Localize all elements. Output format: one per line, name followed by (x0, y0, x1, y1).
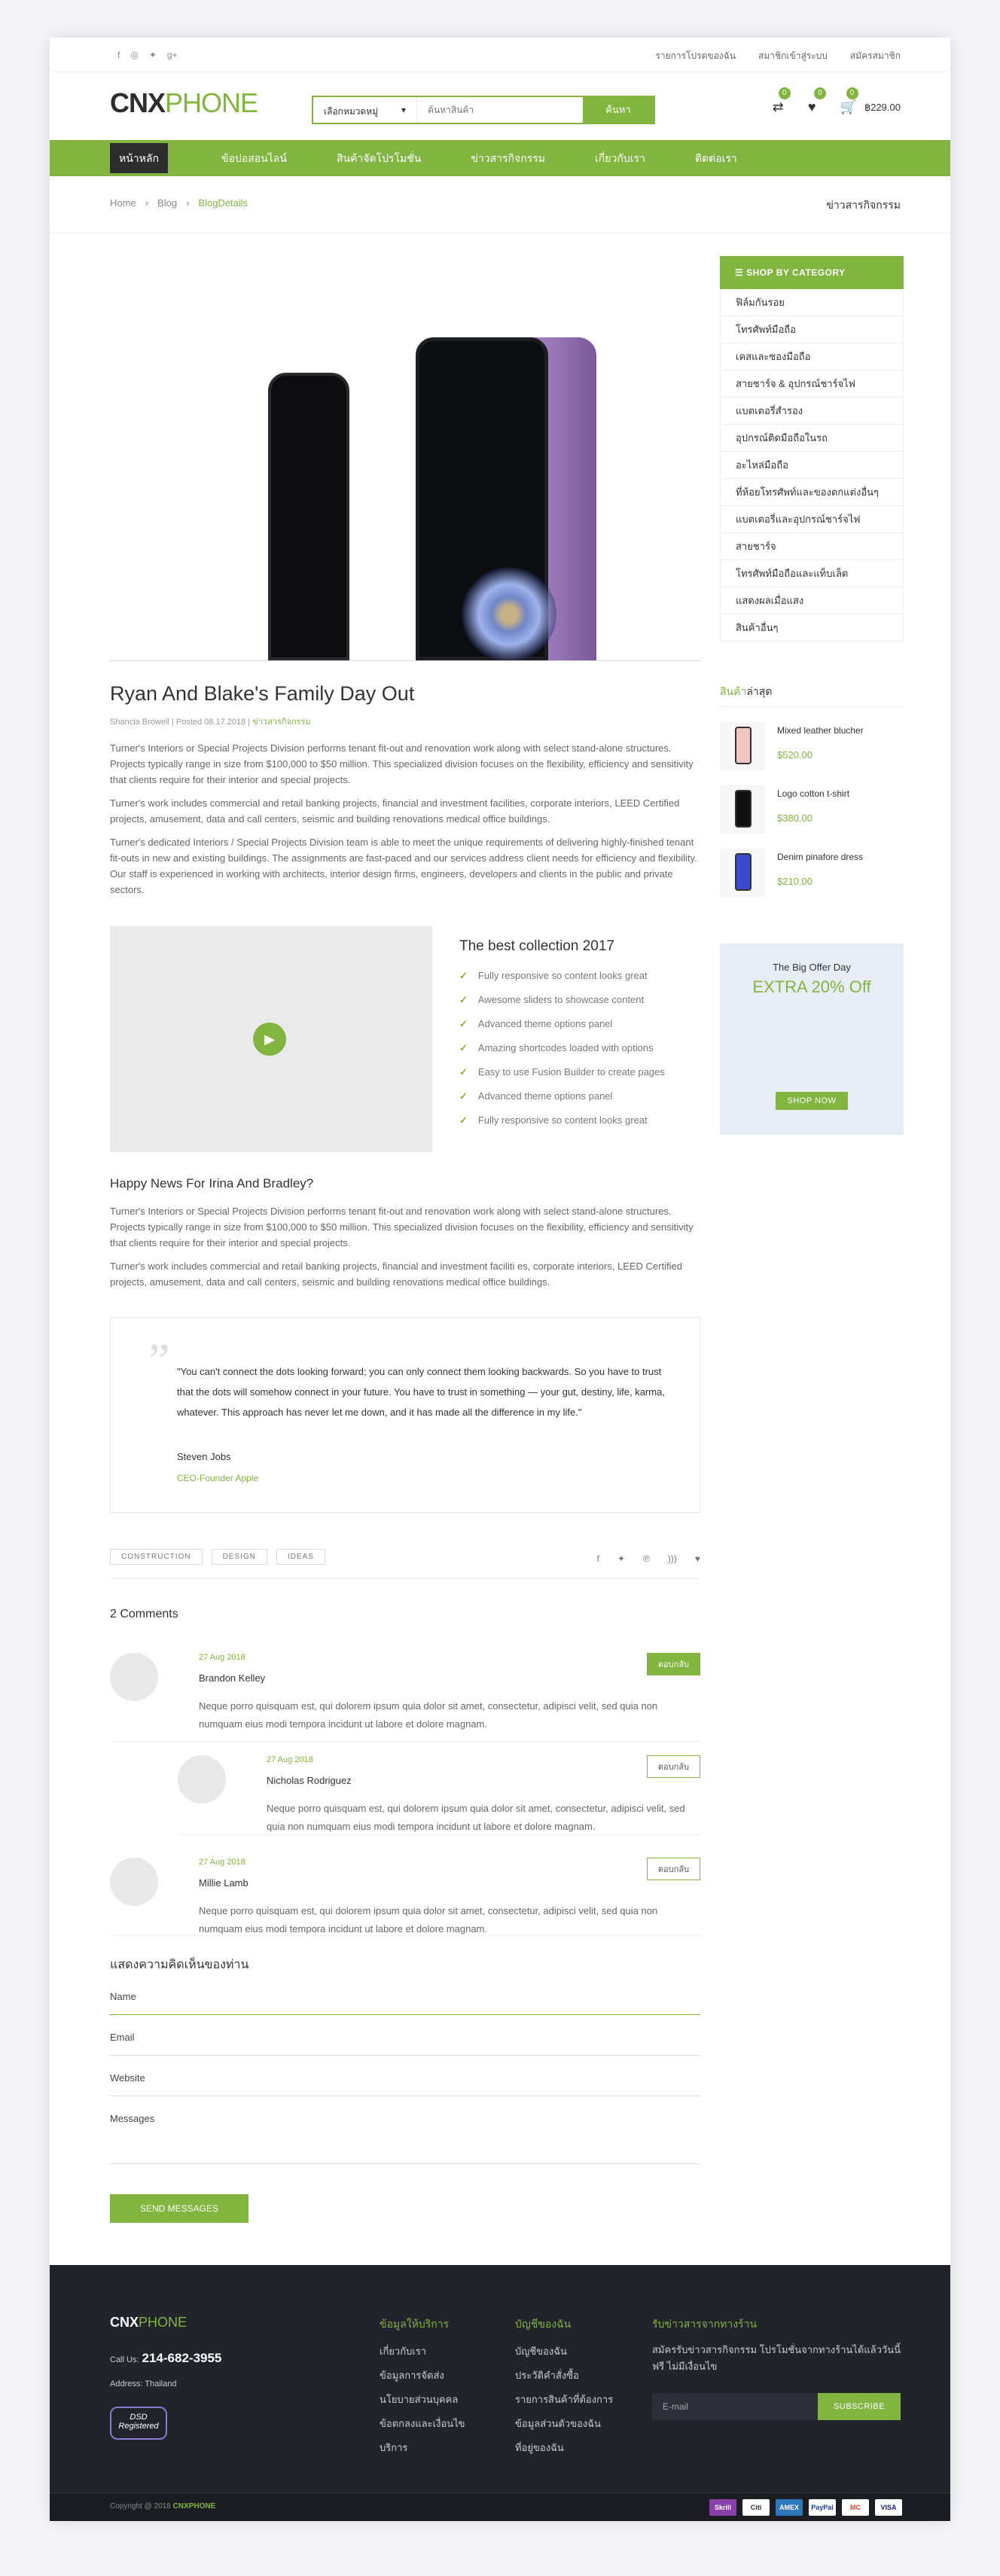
category-heading (720, 256, 904, 289)
product-name: Mixed leather blucher (777, 725, 864, 736)
post-paragraph: Turner's work includes commercial and retail banking projects, financial and investment facilities, corporate interiors, LEED Certified projects, amusement, data and call centers, seismic and building renovations medical office buildings. (110, 797, 680, 825)
feature-item (459, 1114, 665, 1126)
product-image (720, 849, 765, 897)
subscribe-button[interactable]: SUBSCRIBE (818, 2393, 901, 2420)
header-icons (772, 89, 901, 115)
category-item[interactable]: ฟิล์มกันรอย (720, 289, 904, 316)
nav-contact[interactable]: ติดต่อเรา (694, 152, 737, 164)
post-meta: Shancia Browell | Posted 08.17.2018 | ข่าวสารกิจกรรม (110, 718, 311, 727)
check-icon: ✓ (459, 1090, 468, 1102)
footer-logo[interactable] (110, 2315, 187, 2331)
twitter-icon[interactable]: ✦ (617, 1553, 626, 1564)
reply-button[interactable]: ตอบกลับ (647, 1653, 700, 1675)
post-hero-image (110, 285, 700, 661)
check-icon: ✓ (459, 1042, 468, 1053)
footer-link[interactable]: ข้อมูลการจัดส่ง (380, 2370, 444, 2381)
feature-text: Amazing shortcodes loaded with options (477, 1042, 654, 1053)
cart-icon: 🛒 (840, 99, 857, 114)
tag[interactable]: IDEAS (276, 1549, 325, 1565)
newsletter-text: สมัครรับข่าวสารกิจกรรม โปรโมชั่นจากทางร้านได้แล้ววันนี้ ฟรี ไม่มีเงื่อนไข (652, 2344, 901, 2372)
offer-banner (720, 944, 904, 1135)
feature-item (459, 1042, 665, 1054)
account-links (655, 49, 901, 63)
feature-text: Awesome sliders to showcase content (477, 994, 645, 1005)
offer-title: The Big Offer Day (773, 962, 851, 973)
cart-total[interactable]: ฿229.00 (864, 101, 901, 113)
tag[interactable]: DESIGN (212, 1549, 267, 1565)
newsletter (652, 2316, 901, 2420)
footer-link[interactable]: ที่อยู่ของฉัน (515, 2442, 564, 2453)
feature-text: Fully responsive so content looks great (477, 1114, 648, 1126)
call-label: Call Us: (110, 2355, 139, 2364)
nav-home[interactable]: หน้าหลัก (110, 143, 168, 173)
feature-section (110, 926, 700, 1152)
newsletter-form (652, 2393, 901, 2420)
amex-icon: AMEX (776, 2499, 803, 2516)
category-item[interactable]: โทรศัพท์มือถือและแท็บเล็ต (720, 560, 904, 587)
breadcrumb-separator-icon: › (186, 197, 190, 209)
product-name: Logo cotton t-shirt (777, 788, 850, 799)
avatar (178, 1755, 226, 1803)
tags-share-bar (110, 1549, 700, 1579)
heart-icon[interactable]: ♥ (694, 1553, 700, 1564)
skrill-icon: Skrill (709, 2499, 736, 2516)
post-author[interactable]: Shancia Browell (110, 718, 169, 727)
video-player[interactable] (110, 926, 432, 1152)
comment-author: Brandon Kelley (199, 1672, 266, 1684)
comment-date: 27 Aug 2018 (267, 1755, 313, 1764)
copyright (110, 2502, 215, 2510)
breadcrumb-current: BlogDetails (198, 197, 248, 209)
facebook-icon[interactable]: f (596, 1553, 599, 1564)
breadcrumb (110, 197, 248, 209)
quote-icon: ” (148, 1334, 170, 1387)
post-category[interactable]: ข่าวสารกิจกรรม (252, 718, 311, 727)
cart-button[interactable] (840, 89, 857, 115)
category-item[interactable]: เคสและซองมือถือ (720, 343, 904, 370)
breadcrumb-home[interactable]: Home (110, 197, 136, 209)
product-price: $210.00 (777, 876, 812, 887)
product-image (720, 785, 765, 834)
nav-about[interactable]: เกี่ยวกับเรา (595, 152, 645, 164)
instagram-icon[interactable]: ◎ (130, 50, 139, 60)
post-paragraph: Turner's dedicated Interiors / Special Projects Division team is able to meet the unique requirements of delivering highly-finished tenant fit-outs in new and existing buildings. The assignments are fast-paced and our services address client needs for efficiency and flexibility. Our staff is experienced in working with architects, interior design firms, engineers, developers and clients in the public and private sectors. (110, 837, 697, 895)
category-item[interactable]: ที่ห้อยโทรศัพท์และของตกแต่งอื่นๆ (720, 479, 904, 506)
main-nav (50, 140, 950, 176)
category-item[interactable]: โทรศัพท์มือถือ (720, 316, 904, 343)
mastercard-icon: MC (842, 2499, 869, 2516)
comment-date: 27 Aug 2018 (199, 1653, 245, 1662)
header (50, 72, 950, 140)
tag[interactable]: CONSTRUCTION (110, 1549, 203, 1565)
footer-link[interactable]: ข้อตกลงและเงื่อนไข (380, 2418, 465, 2429)
pinterest-icon[interactable]: ℗ (643, 1553, 650, 1564)
post-date: Posted 08.17.2018 (175, 718, 246, 727)
logo[interactable] (110, 87, 258, 119)
category-select[interactable] (313, 97, 417, 123)
footer-address: Address: Thailand (110, 2379, 177, 2389)
search-input[interactable] (417, 97, 583, 123)
category-select-value: เลือกหมวดหมู่ (324, 106, 379, 117)
footer-account-column (515, 2316, 613, 2464)
post-subheading: Happy News For Irina And Bradley? (110, 1176, 314, 1190)
dsd-registered-badge: DSD Registered (110, 2407, 167, 2440)
footer-col-title: บัญชีของฉัน (515, 2318, 572, 2330)
product-image (720, 722, 765, 770)
wishlist-count: 0 (814, 87, 826, 99)
feature-text: Fully responsive so content looks great (477, 970, 648, 981)
sidebar (720, 256, 904, 1135)
comment-author: Millie Lamb (199, 1877, 248, 1889)
phone-image-front (416, 337, 548, 660)
social-links (117, 50, 178, 60)
phone-number: 214-682-3955 (142, 2351, 222, 2365)
compare-button[interactable] (772, 89, 787, 115)
check-icon: ✓ (459, 970, 468, 981)
footer-link[interactable]: บริการ (380, 2442, 408, 2453)
nav-promotions[interactable]: สินค้าจัดโปรโมชั่น (336, 152, 422, 164)
nav-news[interactable]: ข่าวสารกิจกรรม (471, 152, 545, 164)
category-item[interactable]: แบตเตอรี่และอุปกรณ์ชาร์จไฟ (720, 506, 904, 533)
footer-logo-a: CNX (110, 2315, 139, 2330)
copyright-logo-b: PHONE (188, 2502, 216, 2510)
wishlist-link[interactable]: รายการโปรดของฉัน (655, 50, 736, 61)
comment-form-heading: แสดงความคิดเห็นของท่าน (110, 1959, 249, 1971)
category-item[interactable]: สายชาร์จ (720, 533, 904, 560)
product-price: $520.00 (777, 749, 812, 761)
feature-text: Advanced theme options panel (477, 1018, 613, 1029)
footer-col-title: ข้อมูลให้บริการ (380, 2318, 450, 2330)
footer-link[interactable]: นโยบายส่วนบุคคล (380, 2394, 459, 2405)
phone-image-back (268, 373, 349, 660)
check-icon: ✓ (459, 1114, 468, 1126)
page (50, 38, 950, 2521)
newsletter-title: รับข่าวสารจากทางร้าน (652, 2318, 758, 2330)
post-content (110, 285, 700, 2223)
check-icon: ✓ (459, 1066, 468, 1078)
post-title: Ryan And Blake's Family Day Out (110, 682, 415, 705)
category-heading-text: SHOP BY CATEGORY (746, 267, 846, 278)
compare-icon: ⇄ (772, 99, 784, 114)
compare-count: 0 (779, 87, 791, 99)
comment (110, 1858, 700, 1936)
product-price: $380.00 (777, 812, 812, 824)
breadcrumb-blog[interactable]: Blog (157, 197, 178, 209)
logo-text-b: PHONE (165, 87, 258, 118)
twitter-icon[interactable]: ✦ (148, 50, 157, 60)
share-icons (597, 1553, 700, 1564)
footer-link[interactable]: รายการสินค้าที่ต้องการ (515, 2394, 614, 2405)
footer-link[interactable]: ประวัติคำสั่งซื้อ (515, 2370, 579, 2381)
citi-icon: Citi (742, 2499, 770, 2516)
register-link[interactable]: สมัครสมาชิก (849, 50, 901, 61)
product-item[interactable] (720, 722, 904, 770)
cart-count: 0 (846, 87, 858, 99)
comment-text: Neque porro quisquam est, qui dolorem ipsum quia dolor sit amet, consectetur, adipisci velit, sed quia non numquam eius modi tempora incidunt ut labore et dolore magnam. (267, 1803, 685, 1832)
search-bar (312, 96, 655, 124)
new-products-heading-a: สินค้า (720, 685, 747, 697)
feature-text: Advanced theme options panel (477, 1090, 613, 1102)
heart-icon: ♥ (807, 99, 816, 114)
visa-icon: VISA (875, 2499, 902, 2516)
menu-icon: ☰ (735, 267, 747, 278)
new-products-heading (720, 684, 904, 707)
product-name: Denim pinafore dress (777, 852, 864, 862)
footer-info-column (380, 2316, 465, 2464)
comment (110, 1653, 700, 1742)
comment-date: 27 Aug 2018 (199, 1858, 245, 1867)
dandelion-wallpaper (462, 567, 556, 661)
breadcrumb-separator-icon: › (145, 197, 149, 209)
feature-item (459, 1066, 665, 1078)
footer-bottom (50, 2492, 950, 2521)
product-item[interactable] (720, 849, 904, 897)
google-plus-icon[interactable]: g+ (166, 50, 178, 60)
wishlist-button[interactable] (807, 89, 822, 115)
post-paragraph: Turner's work includes commercial and retail banking projects, financial and investment faciliti es, corporate interiors, LEED Certified projects, amusement, data and call centers, seismic and building renovations medical office buildings. (110, 1261, 682, 1288)
feature-item (459, 994, 665, 1006)
check-icon: ✓ (459, 994, 468, 1005)
rss-icon[interactable]: ))) (667, 1553, 677, 1564)
avatar (110, 1858, 158, 1906)
category-item[interactable]: อะไหล่มือถือ (720, 452, 904, 479)
feature-title: The best collection 2017 (459, 938, 614, 954)
category-item[interactable]: แบตเตอรี่สำรอง (720, 398, 904, 425)
email-field[interactable]: Email (110, 2015, 700, 2056)
message-field[interactable]: Messages (110, 2096, 700, 2164)
feature-list (432, 926, 665, 1152)
feature-item (459, 1018, 665, 1030)
comment-text: Neque porro quisquam est, qui dolorem ipsum quia dolor sit amet, consectetur, adipisci velit, sed quia non numquam eius modi tempora incidunt ut labore et dolore magnam. (199, 1905, 658, 1934)
payment-methods (709, 2499, 902, 2516)
footer-link[interactable]: ข้อมูลส่วนตัวของฉัน (515, 2418, 601, 2429)
footer-logo-b: PHONE (139, 2315, 188, 2330)
new-products-heading-b: ล่าสุด (746, 685, 773, 697)
footer (50, 2265, 950, 2521)
copyright-logo-a: CNX (172, 2502, 189, 2510)
reply-button[interactable]: ตอบกลับ (647, 1755, 700, 1778)
nav-shop-online[interactable]: ข้อปอสอนไลน์ (221, 152, 287, 164)
play-icon[interactable]: ▶ (253, 1023, 286, 1056)
comment-text: Neque porro quisquam est, qui dolorem ipsum quia dolor sit amet, consectetur, adipisci velit, sed quia non numquam eius modi tempora incidunt ut labore et dolore magnam. (199, 1700, 658, 1730)
category-item[interactable]: สินค้าอื่นๆ (720, 614, 904, 642)
send-message-button[interactable]: SEND MESSAGES (110, 2194, 248, 2223)
login-link[interactable]: สมาชิกเข้าสู่ระบบ (758, 50, 828, 61)
quote-role: CEO-Founder Apple (177, 1473, 259, 1483)
product-item[interactable] (720, 785, 904, 834)
paypal-icon: PayPal (809, 2499, 836, 2516)
footer-link[interactable]: เกี่ยวกับเรา (380, 2346, 427, 2357)
copyright-text: Copyright @ 2018 (110, 2502, 171, 2510)
post-paragraph: Turner's Interiors or Special Projects Division performs tenant fit-out and renovation work along with select stand-alone structures. Projects typically range in size from $100,000 to $50 million. This specialized division focuses on the flexibility, efficiency and sensitivity that clients require for their interior and special projects. (110, 1206, 694, 1248)
feature-text: Easy to use Fusion Builder to create pages (477, 1066, 665, 1078)
reply-button[interactable]: ตอบกลับ (647, 1858, 700, 1880)
chevron-down-icon: ▾ (401, 105, 406, 115)
breadcrumb-bar (50, 176, 950, 233)
footer-link[interactable]: บัญชีของฉัน (515, 2346, 567, 2357)
post-paragraph: Turner's Interiors or Special Projects Division performs tenant fit-out and renovation work along with select stand-alone structures. Projects typically range in size from $100,000 to $50 million. This specialized division focuses on the flexibility, efficiency and sensitivity that clients require for their interior and special projects. (110, 742, 694, 785)
quote-text: "You can't connect the dots looking forward; you can only connect them looking backwards. So you have to trust that the dots will somehow connect in your future. You have to trust in something — your gut, destiny, life, karma, whatever. This approach has never let me down, and it has made all the difference in my life." (177, 1366, 665, 1418)
facebook-icon[interactable]: f (117, 50, 120, 60)
check-icon: ✓ (459, 1018, 468, 1029)
feature-item (459, 970, 665, 982)
offer-discount: EXTRA 20% Off (752, 977, 871, 996)
category-item[interactable]: แสดงผลเมื่อแสง (720, 587, 904, 614)
footer-phone (110, 2351, 221, 2366)
newsletter-email-input[interactable]: E-mail (652, 2393, 818, 2420)
logo-text-a: CNX (110, 87, 166, 118)
top-bar (50, 38, 950, 72)
avatar (110, 1653, 158, 1701)
comment-reply (178, 1755, 700, 1835)
category-item[interactable]: สายชาร์จ & อุปกรณ์ชาร์จไฟ (720, 370, 904, 398)
page-section-title: ข่าวสารกิจกรรม (826, 199, 901, 211)
comment-author: Nicholas Rodriguez (267, 1775, 352, 1786)
comments-heading: 2 Comments (110, 1608, 178, 1620)
search-button[interactable]: ค้นหา (583, 97, 654, 123)
shop-now-button[interactable]: SHOP NOW (776, 1092, 849, 1110)
comment-form (110, 1974, 700, 2223)
blockquote (110, 1317, 700, 1513)
category-item[interactable]: อุปกรณ์ติดมือถือในรถ (720, 425, 904, 452)
name-field[interactable]: Name (110, 1974, 700, 2015)
quote-author: Steven Jobs (177, 1451, 231, 1462)
feature-item (459, 1090, 665, 1102)
website-field[interactable]: Website (110, 2056, 700, 2096)
